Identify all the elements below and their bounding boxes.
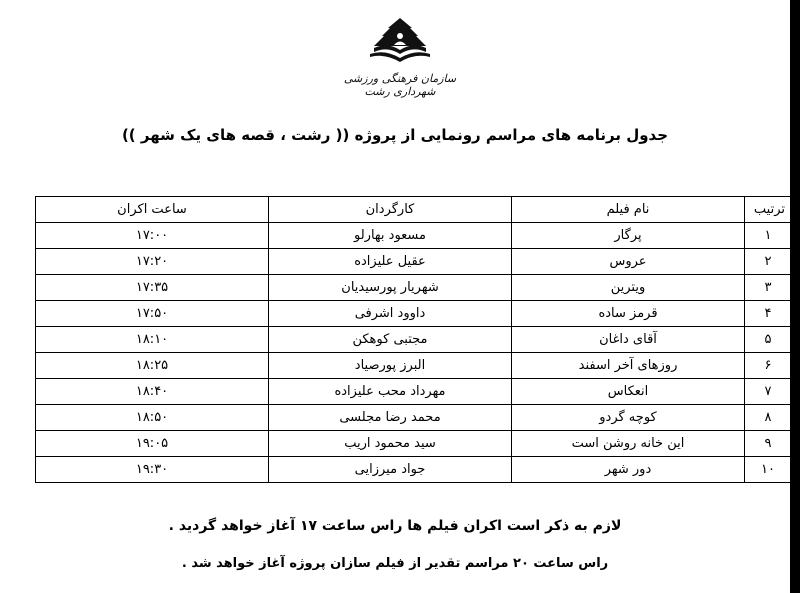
director-name: مهرداد محب علیزاده xyxy=(269,379,512,405)
film-name: عروس xyxy=(512,249,745,275)
film-name: قرمز ساده xyxy=(512,301,745,327)
row-number: ۵ xyxy=(745,327,791,353)
director-name: شهریار پورسیدیان xyxy=(269,275,512,301)
screening-time: ۱۷:۰۰ xyxy=(36,223,269,249)
row-number: ۱ xyxy=(745,223,791,249)
screening-time: ۱۸:۲۵ xyxy=(36,353,269,379)
table-row xyxy=(36,379,791,405)
film-name: انعکاس xyxy=(512,379,745,405)
director-name: داوود اشرفی xyxy=(269,301,512,327)
row-number: ۹ xyxy=(745,431,791,457)
column-header-film: نام فیلم xyxy=(512,197,745,223)
screening-time: ۱۹:۳۰ xyxy=(36,457,269,483)
table-row xyxy=(36,431,791,457)
row-number: ۷ xyxy=(745,379,791,405)
table-row xyxy=(36,275,791,301)
column-header-time: ساعت اکران xyxy=(36,197,269,223)
row-number: ۲ xyxy=(745,249,791,275)
film-name: روزهای آخر اسفند xyxy=(512,353,745,379)
column-header-order: ترتیب xyxy=(745,197,791,223)
row-number: ۶ xyxy=(745,353,791,379)
table-row xyxy=(36,405,791,431)
director-name: مجتبی کوهکن xyxy=(269,327,512,353)
page-title: جدول برنامه های مراسم رونمایی از پروژه (( رشت ، قصه های یک شهر )) xyxy=(121,126,669,144)
table-row xyxy=(36,249,791,275)
screening-time: ۱۷:۵۰ xyxy=(36,301,269,327)
film-name: آقای داغان xyxy=(512,327,745,353)
right-border xyxy=(790,0,800,593)
screening-time: ۱۸:۵۰ xyxy=(36,405,269,431)
note-screening-start: لازم به ذکر است اکران فیلم ها راس ساعت ۱۷ آغاز خواهد گردید . xyxy=(168,518,622,534)
note-ceremony-start: راس ساعت ۲۰ مراسم تقدیر از فیلم سازان پروژه آغاز خواهد شد . xyxy=(181,556,609,571)
screening-time: ۱۸:۴۰ xyxy=(36,379,269,405)
director-name: البرز پورصیاد xyxy=(269,353,512,379)
film-name: دور شهر xyxy=(512,457,745,483)
screening-time: ۱۷:۲۰ xyxy=(36,249,269,275)
screening-time: ۱۷:۳۵ xyxy=(36,275,269,301)
table-row xyxy=(36,327,791,353)
row-number: ۴ xyxy=(745,301,791,327)
table-header-row xyxy=(36,197,791,223)
screening-schedule-table xyxy=(35,196,790,483)
row-number: ۳ xyxy=(745,275,791,301)
director-name: مسعود بهارلو xyxy=(269,223,512,249)
table-row xyxy=(36,301,791,327)
director-name: محمد رضا مجلسی xyxy=(269,405,512,431)
director-name: عقیل علیزاده xyxy=(269,249,512,275)
table-row xyxy=(36,223,791,249)
book-hands-logo-icon xyxy=(360,16,440,64)
row-number: ۱۰ xyxy=(745,457,791,483)
director-name: سید محمود اریب xyxy=(269,431,512,457)
table-row xyxy=(36,457,791,483)
row-number: ۸ xyxy=(745,405,791,431)
organization-name: سازمان فرهنگی ورزشی شهرداری رشت xyxy=(343,72,457,98)
director-name: جواد میرزایی xyxy=(269,457,512,483)
film-name: کوچه گردو xyxy=(512,405,745,431)
film-name: ویترین xyxy=(512,275,745,301)
film-name: این خانه روشن است xyxy=(512,431,745,457)
column-header-director: کارگردان xyxy=(269,197,512,223)
screening-time: ۱۸:۱۰ xyxy=(36,327,269,353)
film-name: پرگار xyxy=(512,223,745,249)
screening-time: ۱۹:۰۵ xyxy=(36,431,269,457)
table-row xyxy=(36,353,791,379)
